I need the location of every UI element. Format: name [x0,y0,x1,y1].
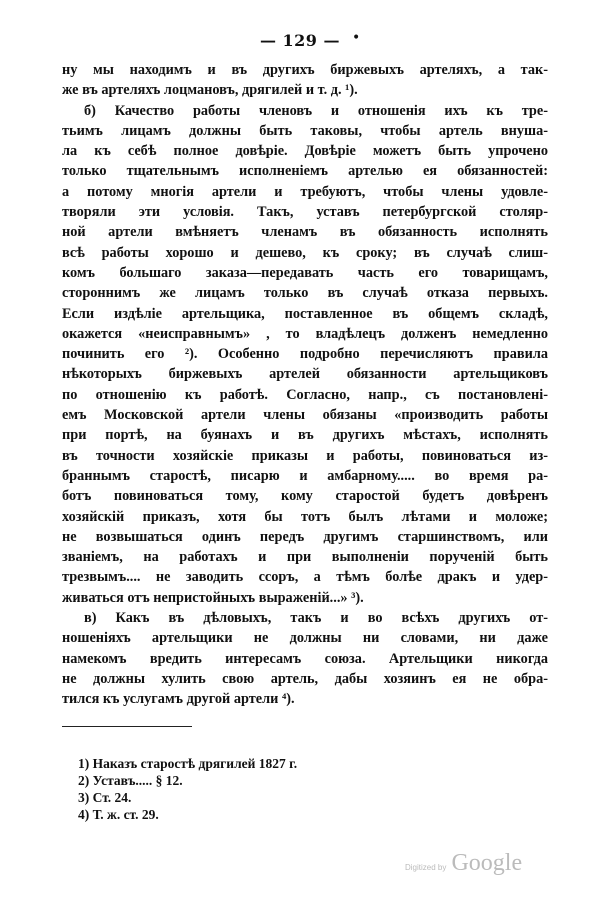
footnotes [78,755,297,823]
footnote-1: 1) Наказъ старостѣ дрягилей 1827 г. [78,756,298,771]
text-line: окажется «неисправнымъ» , то владѣлецъ долженъ немедленно [62,325,548,342]
text-line: нѣкоторыхъ биржевыхъ артелей обязанности артельщиковъ [62,366,548,383]
text-line: творяли эти условія. Такъ, уставъ петербургской столяр- [62,204,548,221]
text-line: Если издѣліе артельщика, поставленное въ общемъ складѣ, [62,305,548,322]
text-line: не возвышаться одинъ передъ другимъ старшинствомъ, или [62,528,548,545]
text-line: б) Качество работы членовъ и отношенія ихъ къ тре- [84,102,548,119]
text-line: живаться отъ непристойныхъ выраженій...» ³). [62,589,364,606]
text-line: стороннимъ же лицамъ только въ случаѣ отказа первыхъ. [62,285,548,302]
text-line: при портѣ, на буянахъ и въ другихъ мѣстахъ, исполнять [62,427,548,444]
google-watermark [405,850,522,877]
footnote-divider [62,726,192,727]
text-line: емъ Московской артели члены обязаны «производить работы [62,407,548,424]
text-line: ношеніяхъ артельщики не должны ни словами, ни даже [62,630,548,647]
footnote-4: 4) Т. ж. ст. 29. [78,807,159,822]
footnote-3: 3) Ст. 24. [78,790,132,805]
text-line: браннымъ старостѣ, писарю и амбарному..... во время ра- [62,467,548,484]
text-line: тился къ услугамъ другой артели ⁴). [62,691,295,708]
text-line: въ точности хозяйскіе приказы и работы, повиноваться из- [62,447,548,464]
page-number: — 129 — [259,31,341,50]
text-line: ной артели вмѣняетъ членамъ въ обязанность исполнять [62,224,548,241]
body-text [62,60,548,710]
text-line: ну мы находимъ и въ другихъ биржевыхъ артеляхъ, а так- [62,62,548,78]
text-line: трезвымъ.... не заводить ссоръ, а тѣмъ болѣе дракъ и удер- [62,569,548,586]
text-line: починить его ²). Особенно подробно перечисляютъ правила [62,346,548,363]
text-line: хозяйскій приказъ, хотя бы тотъ былъ лѣтами и моложе; [62,508,548,525]
text-line: званіемъ, на работахъ и при выполненіи порученій быть [62,549,548,566]
watermark-brand: Google [451,850,523,876]
ink-speck: • [352,30,361,46]
text-line: а потому многія артели и требуютъ, чтобы члены удовле- [62,183,548,200]
text-line: в) Какъ въ дѣловыхъ, такъ и во всѣхъ другихъ от- [84,610,548,627]
text-line: комъ большаго заказа—передавать часть его товарищамъ, [62,264,548,281]
text-line: тьимъ лицамъ должны быть таковы, чтобы артель внуша- [62,122,548,139]
watermark-small: Digitized by [405,863,447,872]
text-line: по отношенію къ работѣ. Согласно, напр., съ постановлені- [62,386,548,403]
text-line: не должны хулить свою артель, дабы хозяинъ ея не обра- [62,670,548,687]
text-line: намекомъ вредить интересамъ союза. Артельщики никогда [62,650,548,667]
text-line: ботъ повиноваться тому, кому старостой будетъ довѣренъ [62,488,548,505]
footnote-2: 2) Уставъ..... § 12. [78,773,183,788]
text-line: только тщательнымъ исполненіемъ артелью ея обязанностей: [62,163,548,180]
text-line: же въ артеляхъ лоцмановъ, дрягилей и т. д. ¹). [62,82,358,99]
text-line: всѣ работы хорошо и дешево, къ сроку; въ случаѣ слиш- [62,244,548,261]
text-line: ла къ себѣ полное довѣріе. Довѣріе можетъ быть упрочено [62,143,548,160]
